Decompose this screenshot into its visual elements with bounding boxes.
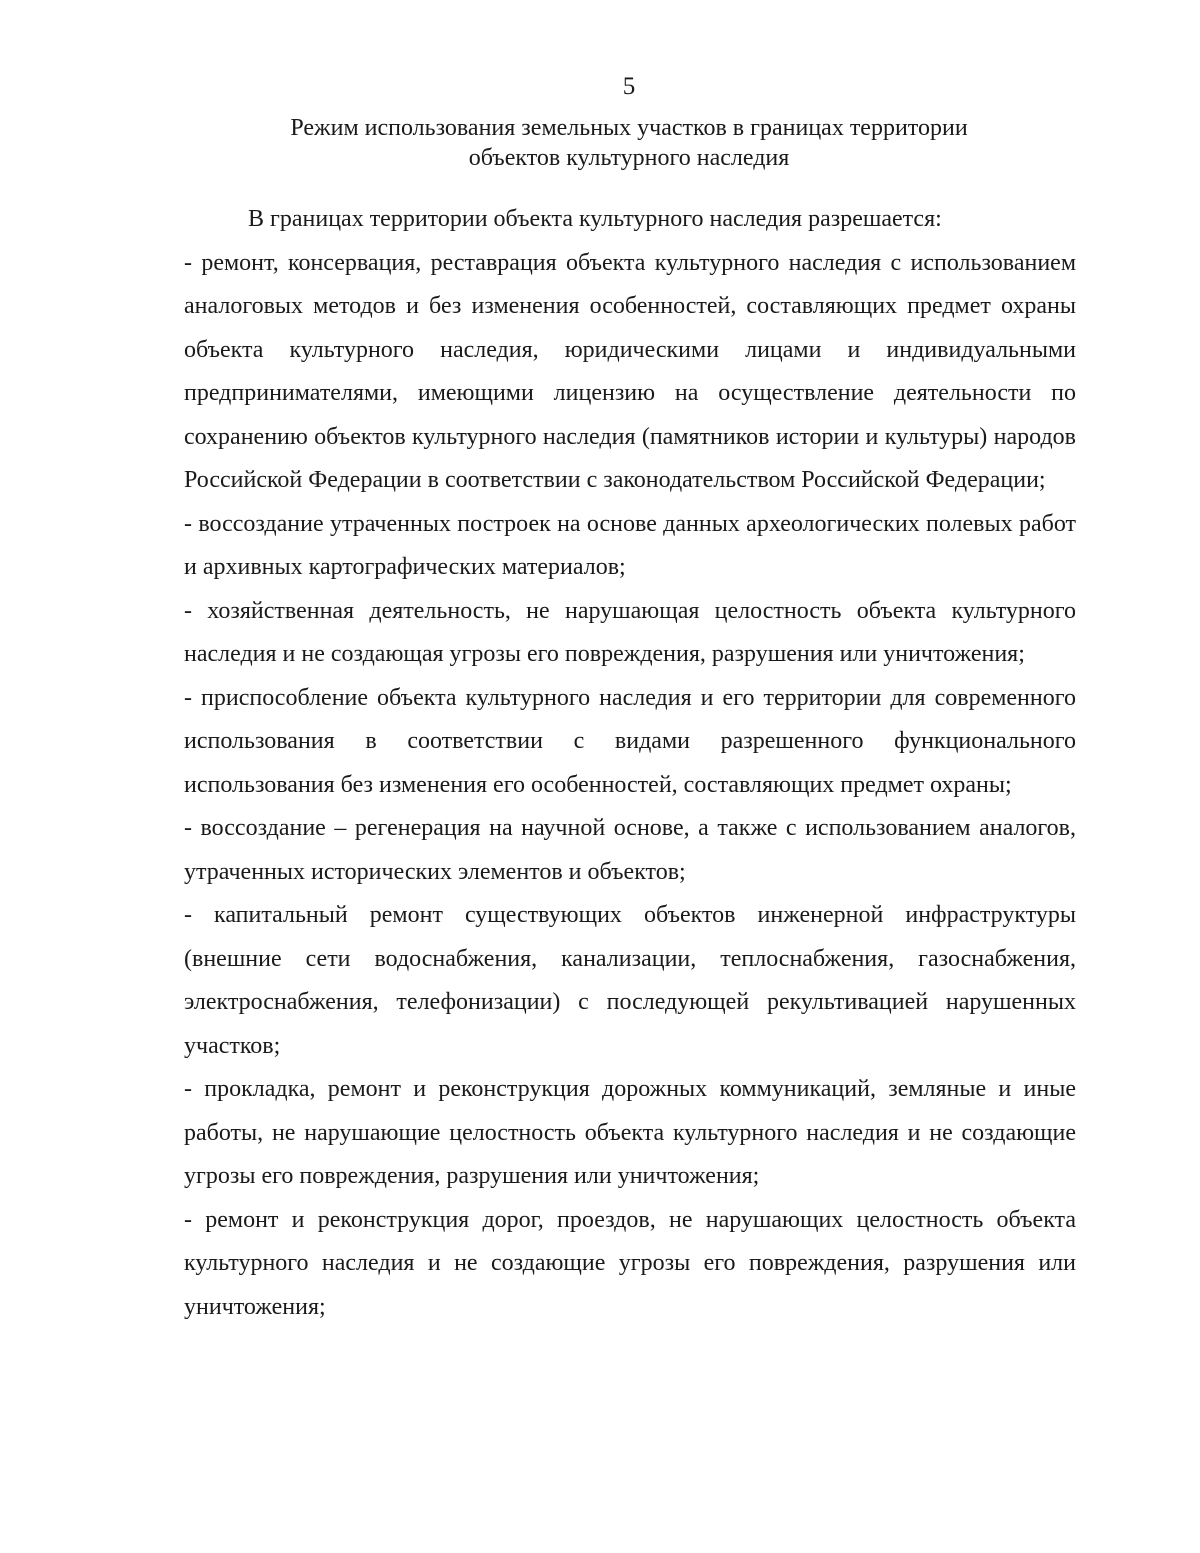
section-title	[0, 113, 1200, 173]
list-item: - капитальный ремонт существующих объектов инженерной инфраструктуры (внешние сети водоснабжения, канализации, теплоснабжения, газоснабжения, электроснабжения, телефонизации) с последующей рекультивацией нарушенных участков;	[184, 902, 1076, 1059]
page-number: 5	[622, 73, 636, 100]
list-item: - приспособление объекта культурного наследия и его территории для современного использования в соответствии с видами разрешенного функционального использования без изменения его особенностей, составляющих предмет охраны;	[184, 684, 1076, 798]
list-item: - ремонт, консервация, реставрация объекта культурного наследия с использованием аналоговых методов и без изменения особенностей, составляющих предмет охраны объекта культурного наследия, юридическими лицами и индивидуальными предпринимателями, имеющими лицензию на осуществление деятельности по сохранению объектов культурного наследия (памятников истории и культуры) народов Российской Федерации в соответствии с законодательством Российской Федерации;	[184, 249, 1076, 493]
list-item: - воссоздание – регенерация на научной основе, а также с использованием аналогов, утраченных исторических элементов и объектов;	[184, 815, 1076, 885]
list-item: - ремонт и реконструкция дорог, проездов, не нарушающих целостность объекта культурного наследия и не создающие угрозы его повреждения, разрушения или уничтожения;	[184, 1206, 1076, 1320]
document-body	[184, 198, 1076, 1329]
section-title-line-2: объектов культурного наследия	[468, 145, 790, 171]
section-title-line-1: Режим использования земельных участков в границах территории	[290, 115, 968, 141]
list-item: - прокладка, ремонт и реконструкция дорожных коммуникаций, земляные и иные работы, не нарушающие целостность объекта культурного наследия и не создающие угрозы его повреждения, разрушения или уничтожения;	[184, 1076, 1076, 1189]
list-item: - хозяйственная деятельность, не нарушающая целостность объекта культурного наследия и не создающая угрозы его повреждения, разрушения или уничтожения;	[184, 597, 1076, 667]
list-item: - воссоздание утраченных построек на основе данных археологических полевых работ и архивных картографических материалов;	[184, 510, 1076, 580]
intro-paragraph: В границах территории объекта культурного наследия разрешается:	[248, 206, 942, 232]
